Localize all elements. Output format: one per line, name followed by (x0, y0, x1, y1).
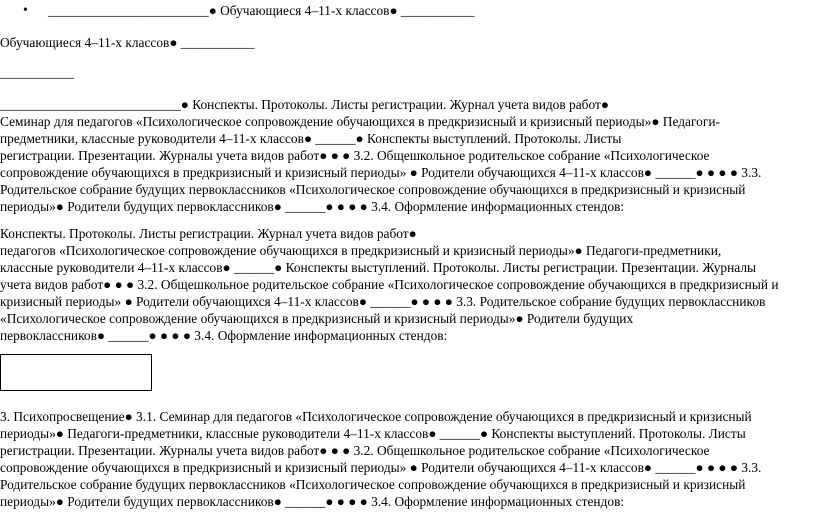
block2-line: Конспекты. Протоколы. Листы регистрации. Журнал учета видов работ● (0, 226, 417, 241)
block1-line: сопровождение обучающихся в предкризисный и кризисный периоды» ● Родители обучающихся 4–11-х классов● ______● ● ● ● 3.3. (0, 165, 762, 180)
block3-line: сопровождение обучающихся в предкризисный и кризисный периоды» ● Родители обучающихся 4–11-х классов● ______● ● ● ● 3.3. (0, 460, 762, 475)
block2-line: первоклассников● ______● ● ● ● 3.4. Оформление информационных стендов: (0, 328, 448, 343)
block3-line: периоды»● Педагоги-предметники, классные руководители 4–11-х классов● ______● Конспекты выступлений. Протоколы. Листы (0, 426, 746, 441)
block3-line: регистрации. Презентации. Журналы учета видов работ● ● ● 3.2. Общешкольное родительское собрание «Психологическое (0, 443, 710, 458)
block1-line: Родительское собрание будущих первоклассников «Психологическое сопровождение обучающихся в предкризисный и кризисный (0, 182, 746, 197)
block2-line: кризисный периоды» ● Родители обучающихся 4–11-х классов● ______● ● ● ● 3.3. Родительское собрание будущих первоклассников (0, 294, 766, 309)
line-3: ___________ (0, 65, 74, 80)
line-2: Обучающиеся 4–11-х классов● ___________ (0, 35, 255, 50)
block3-line: 3. Психопросвещение● 3.1. Семинар для педагогов «Психологическое сопровождение обучающихся в предкризисный и кризисный (0, 409, 752, 424)
block3-line: периоды»● Родители будущих первоклассников● ______● ● ● ● 3.4. Оформление информационных стендов: (0, 494, 625, 509)
block1-line: регистрации. Презентации. Журналы учета видов работ● ● ● 3.2. Общешкольное родительское собрание «Психологическое (0, 148, 710, 163)
block1-line: периоды»● Родители будущих первоклассников● ______● ● ● ● 3.4. Оформление информационных стендов: (0, 199, 625, 214)
empty-frame (0, 354, 152, 391)
block2-line: «Психологическое сопровождение обучающихся в предкризисный и кризисный периоды»● Родители будущих (0, 311, 634, 326)
block3-line: Родительское собрание будущих первоклассников «Психологическое сопровождение обучающихся в предкризисный и кризисный (0, 477, 746, 492)
block2-line: учета видов работ● ● ● 3.2. Общешкольное родительское собрание «Психологическое сопровождение обучающихся в предкризисный и (0, 277, 779, 292)
block1-line: предметники, классные руководители 4–11-х классов● ______● Конспекты выступлений. Протоколы. Листы (0, 131, 622, 146)
top-line: ________________________● Обучающиеся 4–11-х классов● ___________ (48, 3, 475, 18)
list-bullet: • (23, 3, 28, 18)
block2-line: педагогов «Психологическое сопровождение обучающихся в предкризисный и кризисный периоды»● Педагоги-предметники, (0, 243, 722, 258)
block1-line: Семинар для педагогов «Психологическое сопровождение обучающихся в предкризисный и кризисный периоды»● Педагоги- (0, 114, 720, 129)
block2-line: классные руководители 4–11-х классов● ______● Конспекты выступлений. Протоколы. Листы регистрации. Презентации. Журналы (0, 260, 757, 275)
block1-line: ___________________________● Конспекты. Протоколы. Листы регистрации. Журнал учета видов работ● (0, 97, 609, 112)
